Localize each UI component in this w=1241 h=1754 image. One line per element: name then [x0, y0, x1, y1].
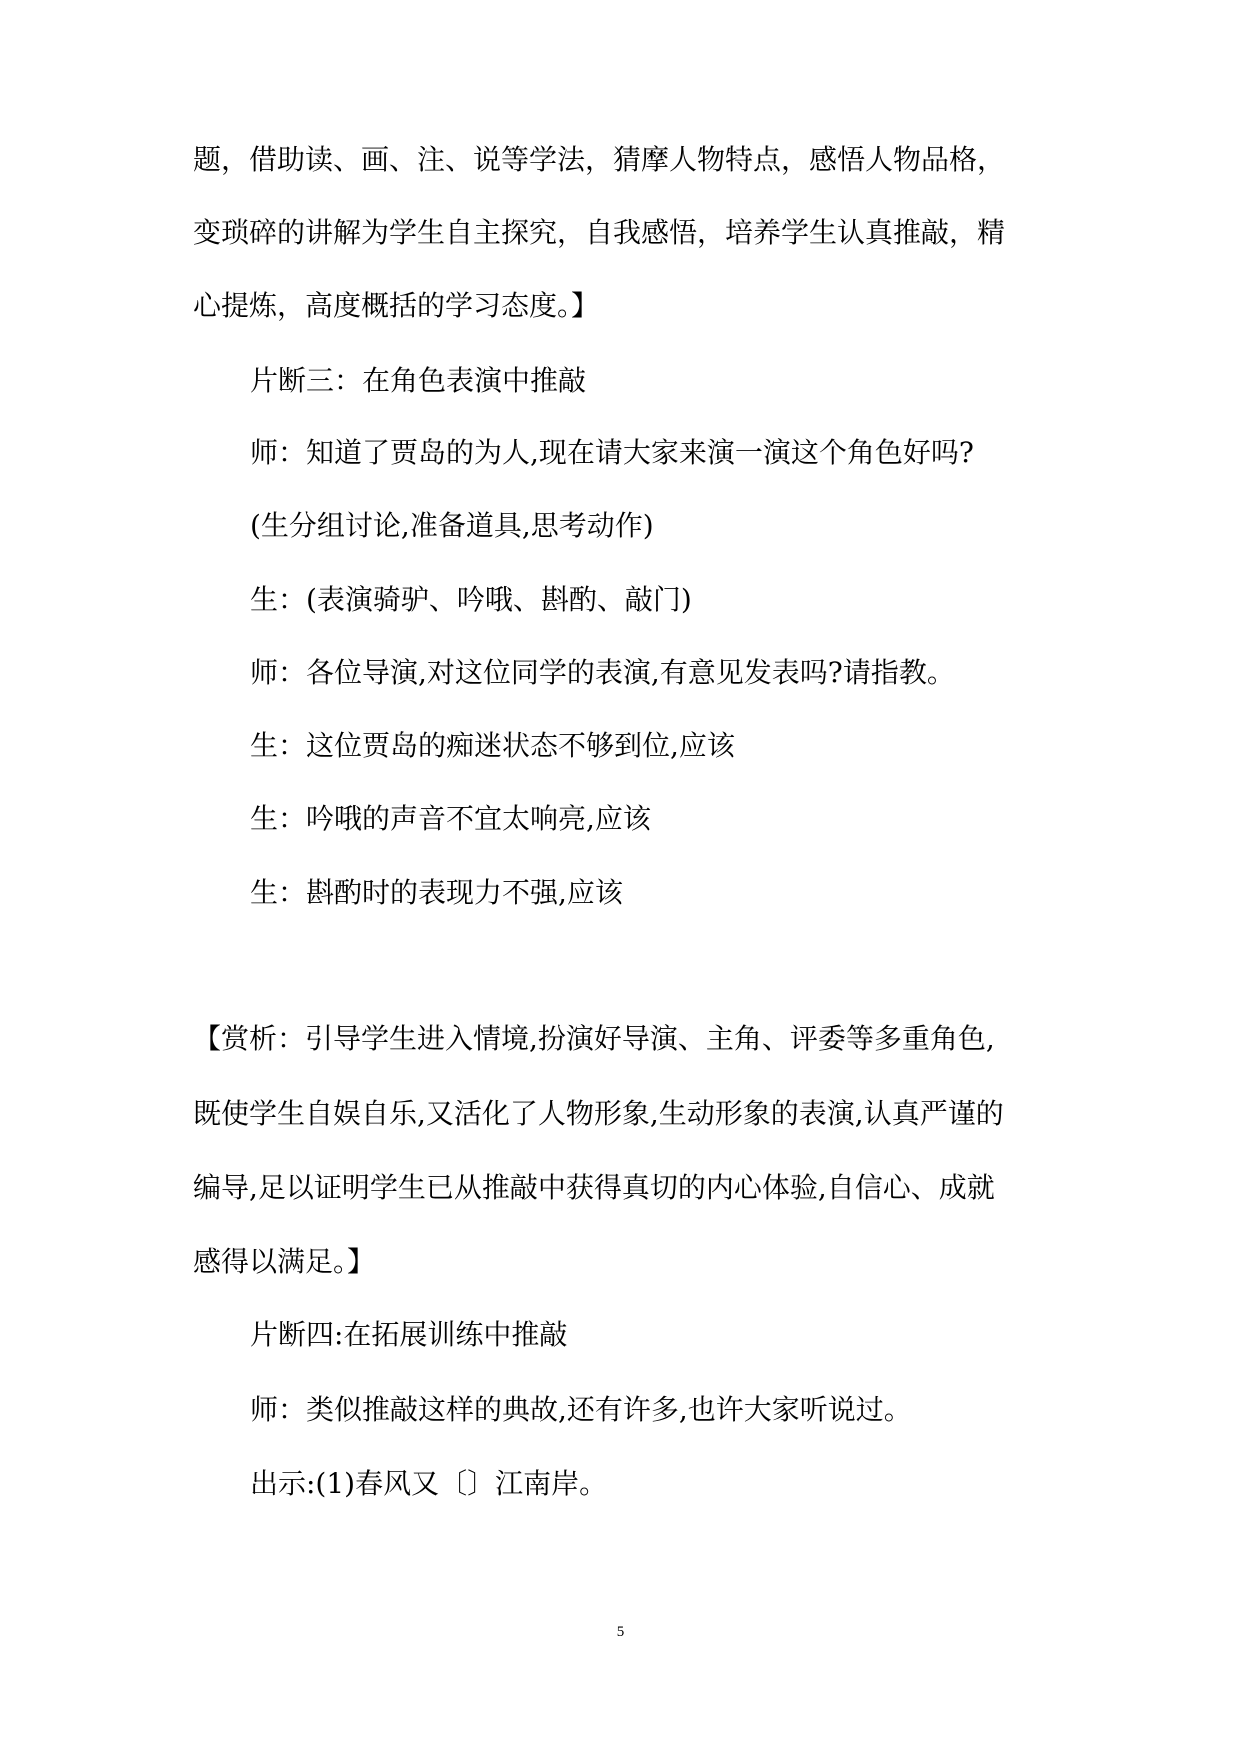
dialogue-line: 生：斟酌时的表现力不强,应该 — [250, 876, 623, 909]
commentary-line: 既使学生自娱自乐,又活化了人物形象,生动形象的表演,认真严谨的 — [193, 1097, 1004, 1130]
dialogue-line: 师：知道了贾岛的为人,现在请大家来演一演这个角色好吗? — [250, 436, 974, 469]
section-heading: 片断四:在拓展训练中推敲 — [250, 1318, 568, 1351]
paragraph-line: 心提炼，高度概括的学习态度。】 — [193, 289, 600, 322]
paragraph-line: 变琐碎的讲解为学生自主探究，自我感悟，培养学生认真推敲，精 — [193, 216, 1006, 249]
dialogue-line: 生：(表演骑驴、吟哦、斟酌、敲门) — [250, 583, 692, 616]
commentary-line: 【赏析：引导学生进入情境,扮演好导演、主角、评委等多重角色, — [193, 1022, 995, 1055]
exercise-line: 出示:(1)春风又〔〕江南岸。 — [250, 1467, 608, 1500]
dialogue-line: 生：这位贾岛的痴迷状态不够到位,应该 — [250, 729, 735, 762]
stage-direction: (生分组讨论,准备道具,思考动作) — [250, 509, 654, 542]
paragraph-line: 题，借助读、画、注、说等学法，猜摩人物特点，感悟人物品格， — [193, 143, 1006, 176]
dialogue-line: 师：类似推敲这样的典故,还有许多,也许大家听说过。 — [250, 1393, 912, 1426]
commentary-line: 感得以满足。】 — [193, 1245, 376, 1278]
dialogue-line: 生：吟哦的声音不宜太响亮,应该 — [250, 802, 651, 835]
dialogue-line: 师：各位导演,对这位同学的表演,有意见发表吗?请指教。 — [250, 656, 955, 689]
section-heading: 片断三：在角色表演中推敲 — [250, 364, 587, 397]
page-number: 5 — [616, 1624, 625, 1640]
commentary-line: 编导,足以证明学生已从推敲中获得真切的内心体验,自信心、成就 — [193, 1171, 995, 1204]
